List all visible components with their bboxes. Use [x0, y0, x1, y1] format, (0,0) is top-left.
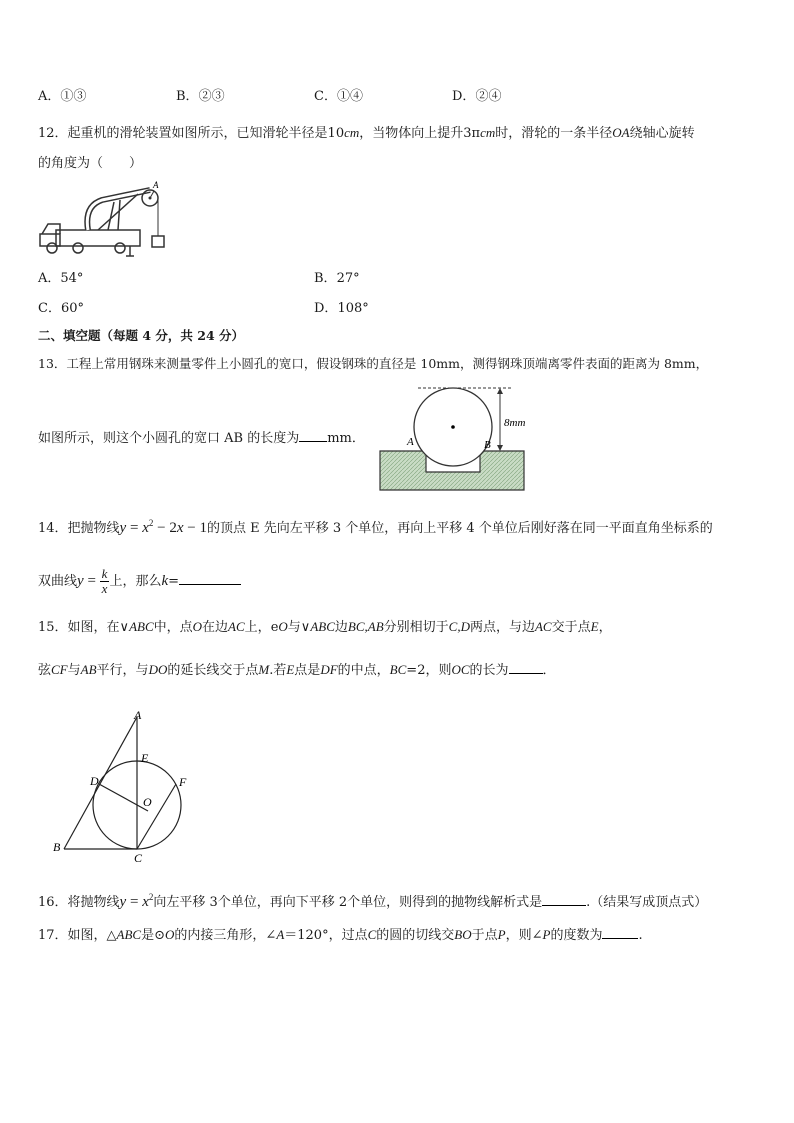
- q13-stem-line2: 如图所示，则这个小圆孔的宽口 AB 的长度为 mm．: [38, 431, 365, 446]
- section-title-fill-blank: 二、填空题（每题 4 分，共 24 分）: [38, 328, 245, 343]
- circle-triangle-figure: [48, 704, 198, 866]
- steel-ball-figure: [378, 382, 528, 494]
- q12-stem-line1: 12．起重机的滑轮装置如图所示，已知滑轮半径是10cm，当物体向上提升3πcm时，滑轮的一条半径OA绕轴心旋转: [38, 125, 695, 141]
- label-point-b: B: [484, 439, 491, 451]
- q14-parabola-formula: $y = x^2 - 2x - 1$: [119, 518, 207, 536]
- fig-label-e: E: [141, 751, 149, 765]
- fig-label-o: O: [143, 795, 152, 809]
- q15-stem-line2: 弦CF与AB平行，与DO的延长线交于点M.若E点是DF的中点，BC=2，则OC的长为 ．: [38, 662, 556, 678]
- q12-stem-line2: 的角度为（ ）: [38, 156, 143, 171]
- q17-stem: 17．如图，△ABC是⊙O的内接三角形，∠A＝120°，过点C的圆的切线交BO于点P，则∠P的度数为 .: [38, 927, 643, 943]
- q14-hyperbola-formula: y =: [77, 573, 100, 589]
- fig-label-c: C: [134, 851, 143, 865]
- q13-answer-blank[interactable]: [299, 441, 327, 442]
- label-point-a: A: [407, 436, 414, 448]
- q14-answer-blank[interactable]: [179, 584, 241, 585]
- label-8mm: 8mm: [504, 417, 526, 429]
- q11-option-b: B．②③: [176, 89, 225, 104]
- pulley-point-a-label: A: [153, 180, 159, 190]
- q13-stem-line1: 13．工程上常用钢珠来测量零件上小圆孔的宽口，假设钢珠的直径是 10mm，测得钢珠顶端离零件表面的距离为 8mm，: [38, 356, 709, 371]
- q14-fraction: $\frac{k}{x}$: [101, 566, 108, 596]
- q12-option-d: D．108°: [314, 301, 369, 316]
- fig-label-d: D: [90, 774, 99, 788]
- q12-option-c: C．60°: [38, 301, 84, 316]
- q12-option-a: A．54°: [38, 271, 84, 286]
- q11-option-d: D．②④: [452, 89, 502, 104]
- q14-stem-line2: 双曲线y = $\frac{k}{x}$ 上，那么k=: [38, 566, 241, 597]
- q17-answer-blank[interactable]: [602, 938, 638, 939]
- q14-stem-line1: 14．把抛物线$y = x^2 - 2x - 1$的顶点 E 先向左平移 3 个单位，再向上平移 4 个单位后刚好落在同一平面直角坐标系的: [38, 518, 713, 536]
- fig-label-a: A: [134, 708, 142, 722]
- q15-answer-blank[interactable]: [509, 673, 543, 674]
- q11-option-a: A．①③: [38, 89, 87, 104]
- crane-figure: [38, 176, 168, 262]
- q16-stem: 16．将抛物线$y = x^2$向左平移 3个单位，再向下平移 2个单位，则得到的抛物线解析式是 .（结果写成顶点式）: [38, 892, 708, 910]
- q16-answer-blank[interactable]: [542, 905, 586, 906]
- q12-option-b: B．27°: [314, 271, 360, 286]
- q16-parabola-formula: $y = x^2$: [119, 892, 154, 910]
- q11-option-c: C．①④: [314, 89, 363, 104]
- q15-stem-line1: 15．如图，在∨ABC中，点O在边AC上，eO与∨ABC边BC,AB分别相切于C,D两点，与边AC交于点E，: [38, 619, 612, 635]
- fig-label-b: B: [53, 840, 61, 854]
- fig-label-f: F: [179, 775, 187, 789]
